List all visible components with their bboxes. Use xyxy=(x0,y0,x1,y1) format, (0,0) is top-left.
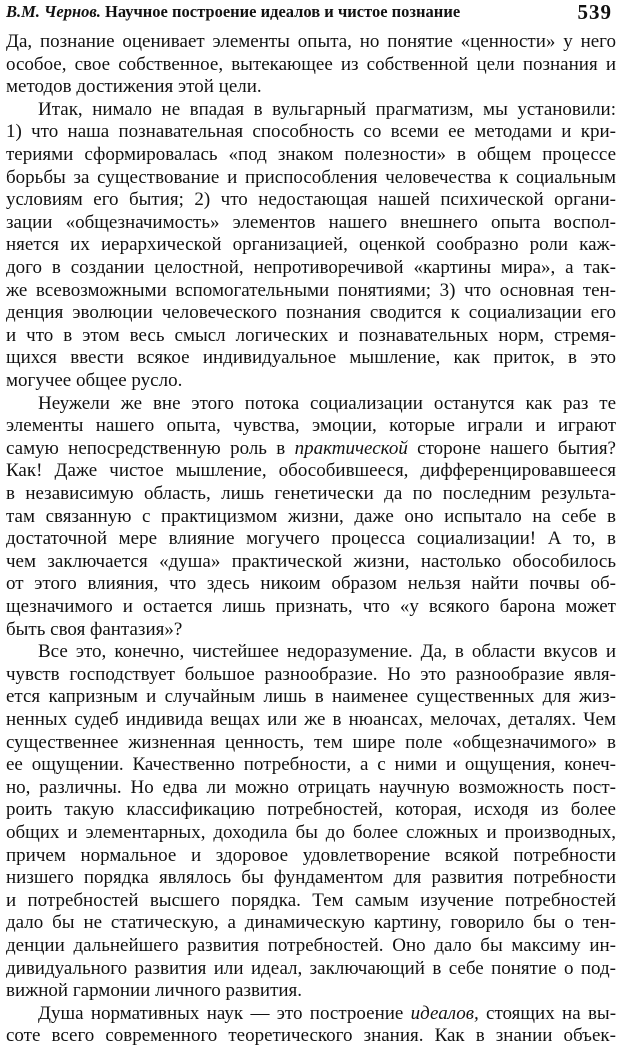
text-line-content: чем заключается «душа» практической жизни, настолько обособилось xyxy=(6,550,616,572)
text-line-content: дало бы не статическую, а динамическую картину, говорило бы о тен- xyxy=(6,912,616,934)
text-line-content: борьбы за существование и приспособления человечества к социальным xyxy=(6,166,616,188)
text-line-content: низшего порядка являлось бы фундаментом для развития потребности xyxy=(6,867,616,889)
text-line-content: дивидуального развития или идеал, заключающий в себе понятие о под- xyxy=(6,957,616,979)
italic-emphasis: практической xyxy=(294,437,408,459)
text-line-content: вижной гармонии личного развития. xyxy=(6,980,303,1002)
header-chapter-title: Научное построение идеалов и чистое познание xyxy=(105,2,461,21)
text-line-content: могучее общее русло. xyxy=(6,370,183,391)
text-line-content: зации «общезначимость» элементов нашего внешнего опыта воспол- xyxy=(6,211,616,233)
text-line-content: же всевозможными вспомогательными понятиями; 3) что основная тен- xyxy=(6,279,616,301)
text-line-content: в независимую область, лишь генетически да по последним результа- xyxy=(6,483,616,504)
header-author: В.М. Чернов. xyxy=(6,2,101,21)
text-line-content: там связанную с практицизмом жизни, даже оно испытало на себе в xyxy=(6,505,616,527)
running-header xyxy=(6,2,616,26)
text-line-tail: стороне нашего бытия? xyxy=(417,437,616,459)
text-line-content: ее ощущении. Качественно потребности, а с ними и ощущения, конеч- xyxy=(6,754,616,776)
text-line-content: общих и элементарных, доходила бы до более сложных и производных, xyxy=(6,822,616,843)
text-line-content: териями сформировалась «под знаком полезности» в общем процессе xyxy=(6,144,616,165)
text-line-content: Итак, нимало не впадая в вульгарный прагматизм, мы установили: xyxy=(38,98,616,120)
text-line-content: и что в этом весь смысл логических и познавательных норм, стремя- xyxy=(6,324,616,346)
text-line-content: Неужели же вне этого потока социализации останутся как раз те xyxy=(38,392,616,414)
text-line-content: и потребностей высшего порядка. Тем самым изучение потребностей xyxy=(6,889,616,911)
text-line-content: быть своя фантазия»? xyxy=(6,618,183,640)
book-page xyxy=(6,0,616,1050)
text-line-content: но, различны. Но едва ли можно отрицать научную возможность пост- xyxy=(6,776,616,798)
text-line-content: самую непосредственную роль в xyxy=(6,437,286,459)
text-line-content: щихся ввести всякое индивидуальное мышление, как приток, в это xyxy=(6,347,616,369)
text-line-content: Все это, конечно, чистейшее недоразумение. Да, в области вкусов и xyxy=(38,641,616,663)
italic-emphasis: идеалов, xyxy=(410,1002,479,1024)
text-line-content: чувств господствует большое разнообразие. Но это разнообразие явля- xyxy=(6,663,616,685)
text-line-content: элементы нашего опыта, чувства, эмоции, которые играли и играют xyxy=(6,415,616,437)
text-line-content: особое, свое собственное, вытекающее из собственной цели познания и xyxy=(6,53,616,75)
text-line-content: щезначимого и остается лишь признать, что «у всякого барона может xyxy=(6,596,616,617)
text-line xyxy=(6,1023,616,1049)
text-line-content: Душа нормативных наук — это построение xyxy=(38,1002,404,1024)
text-line-content: методов достижения этой цели. xyxy=(6,76,262,98)
page-number: 539 xyxy=(577,0,612,24)
text-line-content: условиям его бытия; 2) что недостающая нашей психической органи- xyxy=(6,189,616,211)
text-line-content: соте всего современного теоретического знания. Как в знании объек- xyxy=(6,1025,616,1047)
text-line-content: причем нормальное и здоровое удовлетворение всякой потребности xyxy=(6,844,616,866)
header-title xyxy=(6,2,460,22)
text-line-content: денции дальнейшего развития потребностей. Оно дало бы максиму ин- xyxy=(6,935,616,956)
text-line-content: няется их иерархической организацией, оценкой сообразно роли каж- xyxy=(6,234,616,256)
text-line-content: Как! Даже чистое мышление, обособившееся, дифференцировавшееся xyxy=(6,460,616,482)
text-line-content: Да, познание оценивает элементы опыта, но понятие «ценности» у него xyxy=(6,31,616,52)
text-line-content: достаточной мере влияние могучего процесса социализации! А то, в xyxy=(6,528,616,550)
text-line-content: существеннее жизненная ценность, тем шире поле «общезначимого» в xyxy=(6,731,616,753)
text-line-content: 1) что наша познавательная способность со всеми ее методами и кри- xyxy=(6,121,616,143)
text-line-content: от этого влияния, что здесь никоим образом нельзя найти почвы об- xyxy=(6,573,616,595)
text-line-content: ненных судеб индивида вещах или же в нюансах, мелочах, деталях. Чем xyxy=(6,709,616,730)
text-line-content: дого в создании целостной, непротиворечивой «картины мира», а так- xyxy=(6,257,616,278)
text-line-content: роить такую классификацию потребностей, которая, исходя из более xyxy=(6,799,616,821)
text-line-tail: стоящих на вы- xyxy=(486,1002,616,1024)
text-line-content: ется капризным и случайным лишь в наименее существенных для жиз- xyxy=(6,686,616,708)
text-line-content: денция эволюции человеческого познания сводится к социализации его xyxy=(6,302,616,324)
